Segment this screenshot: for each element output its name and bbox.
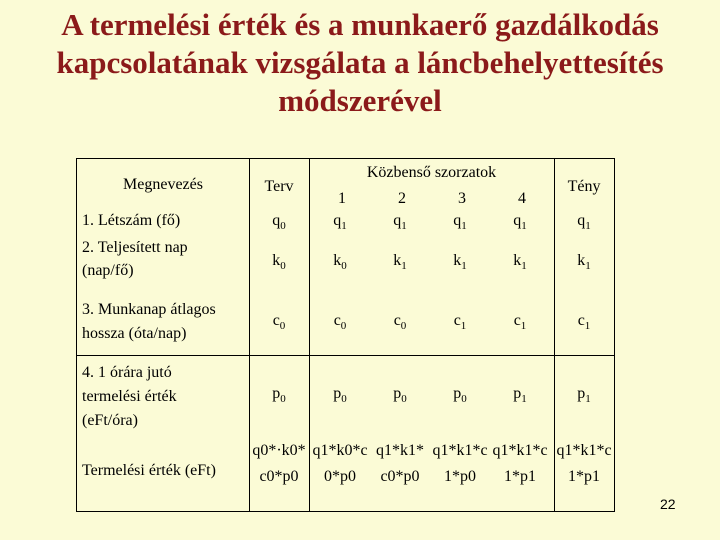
cell-r1-c2: $q_1$ [333, 212, 347, 232]
cell-r4-c4: $p_0$ [453, 385, 467, 405]
cell-r4-c1: $p_0$ [272, 385, 286, 405]
cell-r2-c6: $k_1$ [577, 252, 591, 272]
cell-r4-c2: $p_0$ [333, 385, 347, 405]
cell-r3-c6: $c_1$ [577, 312, 591, 332]
row-label-hourly-3: (eFt/óra) [82, 412, 138, 429]
cell-r2-c3: $k_1$ [393, 252, 407, 272]
row-label-workdays-2: (nap/fő) [82, 262, 134, 279]
header-col-1: 1 [338, 190, 346, 207]
cell-r4-c3: $p_0$ [393, 385, 407, 405]
cell-r3-c2: $c_0$ [333, 312, 347, 332]
result-r1-c4: q1*k1*c [432, 442, 488, 459]
result-r2-c4: 1*p0 [444, 468, 476, 485]
cell-r4-c6: $p_1$ [577, 385, 591, 405]
result-r1-c6: q1*k1*c [556, 442, 612, 459]
cell-r3-c3: $c_0$ [393, 312, 407, 332]
cell-r2-c2: $k_0$ [333, 252, 347, 272]
cell-r3-c1: $c_0$ [272, 312, 286, 332]
result-r1-c3: q1*k1* [376, 442, 424, 459]
row-label-workdays-1: 2. Teljesített nap [82, 239, 188, 256]
result-r2-c6: 1*p1 [568, 468, 600, 485]
result-r1-c5: q1*k1*c [492, 442, 548, 459]
row-label-hourly-2: termelési érték [82, 388, 177, 405]
page-number: 22 [660, 496, 676, 512]
header-intermediate: Közbenső szorzatok [366, 164, 497, 181]
result-r2-c2: 0*p0 [324, 468, 356, 485]
title-line-3: módszerével [278, 83, 442, 118]
title-line-1: A termelési érték és a munkaerő gazdálkodás [61, 7, 659, 42]
cell-r1-c3: $q_1$ [393, 212, 407, 232]
slide-title [0, 6, 720, 120]
header-name: Megnevezés [123, 176, 203, 193]
header-col-4: 4 [518, 190, 526, 207]
header-col-3: 3 [458, 190, 466, 207]
result-r2-c1: c0*p0 [259, 468, 299, 485]
title-line-2: kapcsolatának vizsgálata a láncbehelyettesítés [56, 45, 664, 80]
row-label-dayhours-2: hossza (óta/nap) [82, 325, 187, 342]
cell-r1-c4: $q_1$ [453, 212, 467, 232]
row-label-production-value: Termelési érték (eFt) [82, 462, 216, 479]
result-r2-c5: 1*p1 [504, 468, 536, 485]
cell-r3-c4: $c_1$ [453, 312, 467, 332]
cell-r2-c1: $k_0$ [272, 252, 286, 272]
cell-r2-c5: $k_1$ [513, 252, 527, 272]
header-plan: Terv [264, 178, 294, 195]
result-r1-c1: q0*·k0* [252, 442, 306, 459]
row-label-headcount: 1. Létszám (fő) [82, 212, 181, 229]
result-r2-c3: c0*p0 [380, 468, 420, 485]
cell-r1-c6: $q_1$ [577, 212, 591, 232]
cell-r3-c5: $c_1$ [513, 312, 527, 332]
chain-substitution-table [76, 158, 615, 512]
cell-r2-c4: $k_1$ [453, 252, 467, 272]
result-r1-c2: q1*k0*c [312, 442, 368, 459]
cell-r1-c1: $q_0$ [272, 212, 286, 232]
row-label-hourly-1: 4. 1 órára jutó [82, 364, 172, 381]
header-col-2: 2 [398, 190, 406, 207]
cell-r4-c5: $p_1$ [513, 385, 527, 405]
row-label-dayhours-1: 3. Munkanap átlagos [82, 301, 216, 318]
cell-r1-c5: $q_1$ [513, 212, 527, 232]
header-actual: Tény [567, 178, 601, 195]
